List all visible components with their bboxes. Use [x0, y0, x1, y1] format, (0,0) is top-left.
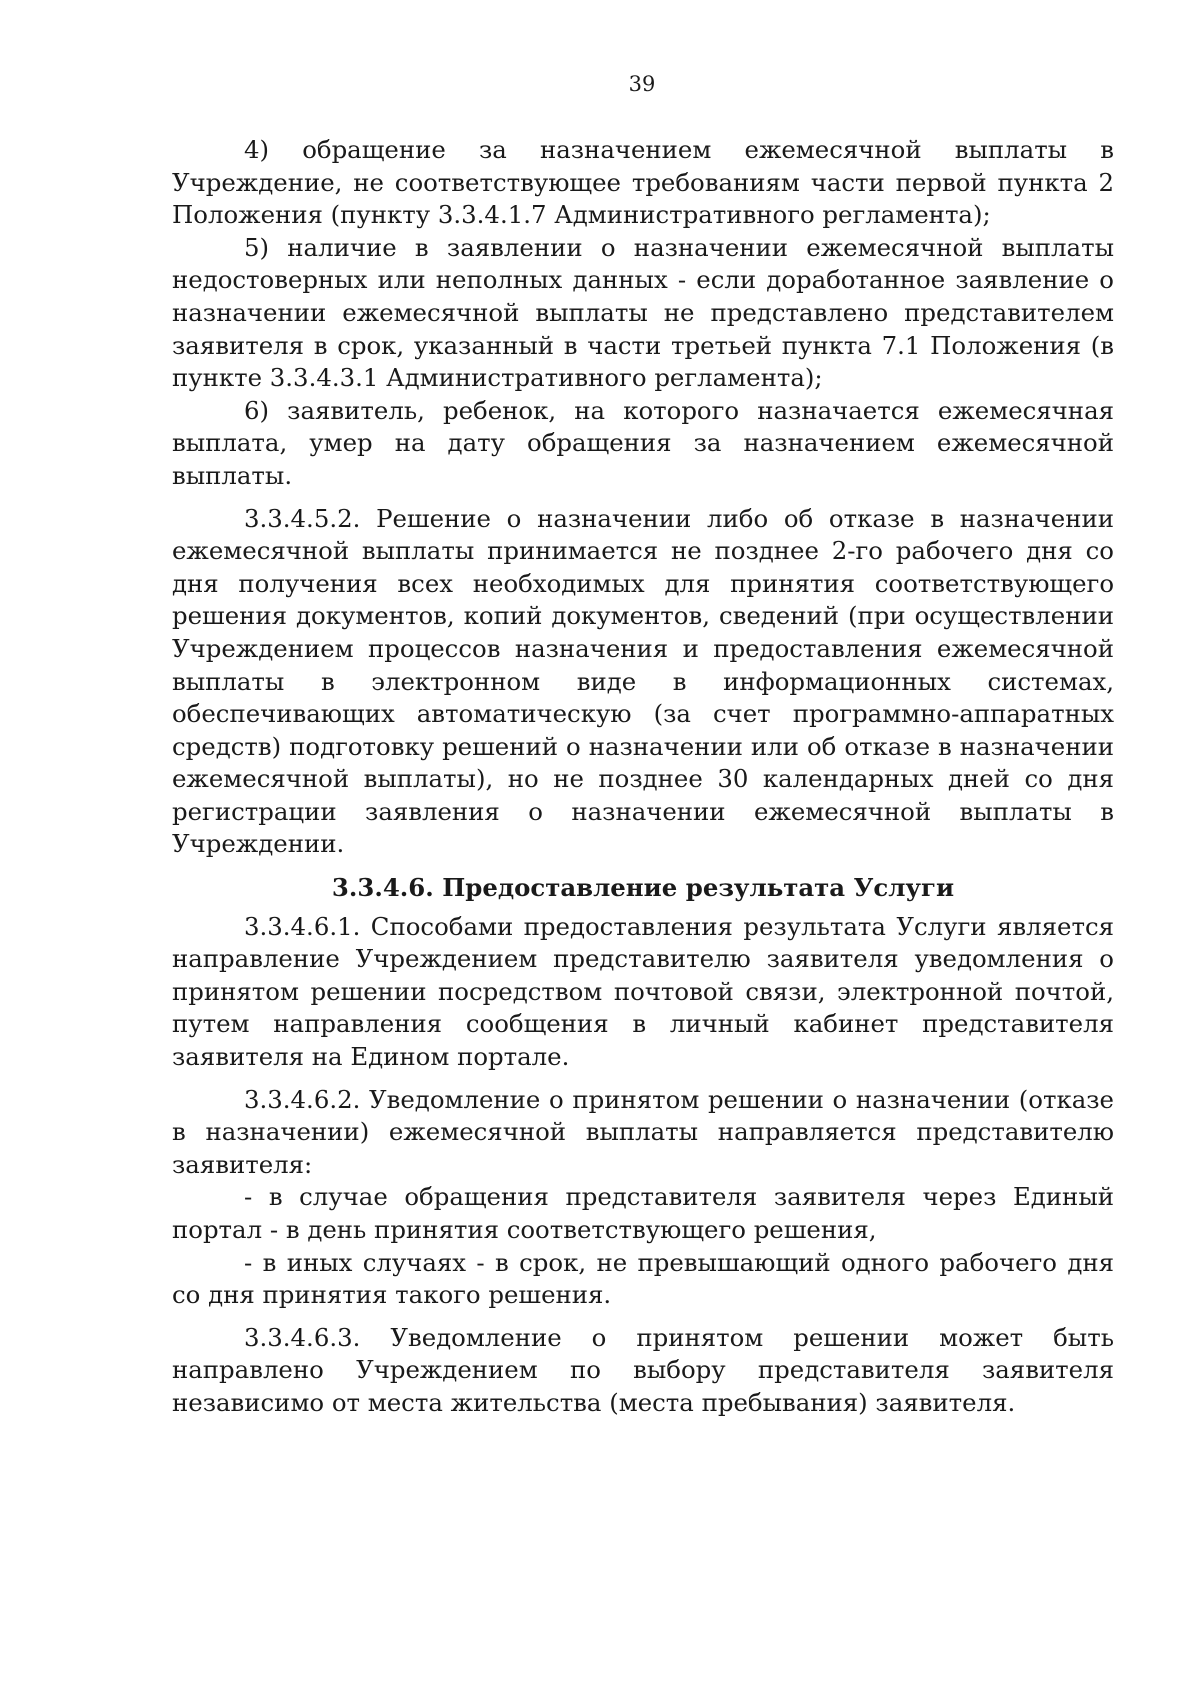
document-body — [172, 134, 1114, 1420]
list-item-4: 4) обращение за назначением ежемесячной выплаты в Учреждение, не соответствующее требованиям части первой пункта 2 Положения (пункту 3.3.4.1.7 Административного регламента); — [172, 135, 1114, 230]
list-item-6: 6) заявитель, ребенок, на которого назначается ежемесячная выплата, умер на дату обращения за назначением ежемесячной выплаты. — [172, 395, 1114, 490]
list-item-portal: - в случае обращения представителя заявителя через Единый портал - в день принятия соответствующего решения, — [172, 1182, 1114, 1244]
paragraph-3-3-4-6-2: 3.3.4.6.2. Уведомление о принятом решении о назначении (отказе в назначении) ежемесячной выплаты направляется представителю заявителя: — [172, 1084, 1114, 1179]
list-item-other-cases: - в иных случаях - в срок, не превышающий одного рабочего дня со дня принятия такого решения. — [172, 1247, 1114, 1310]
section-heading: 3.3.4.6. Предоставление результата Услуги — [331, 873, 955, 903]
list-item-5: 5) наличие в заявлении о назначении ежемесячной выплаты недостоверных или неполных данных - если доработанное заявление о назначении ежемесячной выплаты не представлено представителем заявителя в срок, указанный в части третьей пункта 7.1 Положения (в пункте 3.3.4.3.1 Административного регламента); — [172, 232, 1114, 393]
paragraph-3-3-4-5-2: 3.3.4.5.2. Решение о назначении либо об отказе в назначении ежемесячной выплаты принимается не позднее 2-го рабочего дня со дня получения всех необходимых для принятия соответствующего решения документов, копий документов, сведений (при осуществлении Учреждением процессов назначения и предоставления ежемесячной выплаты в электронном виде в информационных системах, обеспечивающих автоматическую (за счет программно-аппаратных средств) подготовку решений о назначении или об отказе в назначении ежемесячной выплаты), но не позднее 30 календарных дней со дня регистрации заявления о назначении ежемесячной выплаты в Учреждении. — [172, 503, 1114, 859]
page-number: 39 — [628, 72, 656, 96]
paragraph-3-3-4-6-1: 3.3.4.6.1. Способами предоставления результата Услуги является направление Учреждением представителю заявителя уведомления о принятом решении посредством почтовой связи, электронной почтой, путем направления сообщения в личный кабинет представителя заявителя на Едином портале. — [172, 911, 1114, 1072]
paragraph-3-3-4-6-3: 3.3.4.6.3. Уведомление о принятом решении может быть направлено Учреждением по выбору представителя заявителя независимо от места жительства (места пребывания) заявителя. — [172, 1322, 1114, 1417]
